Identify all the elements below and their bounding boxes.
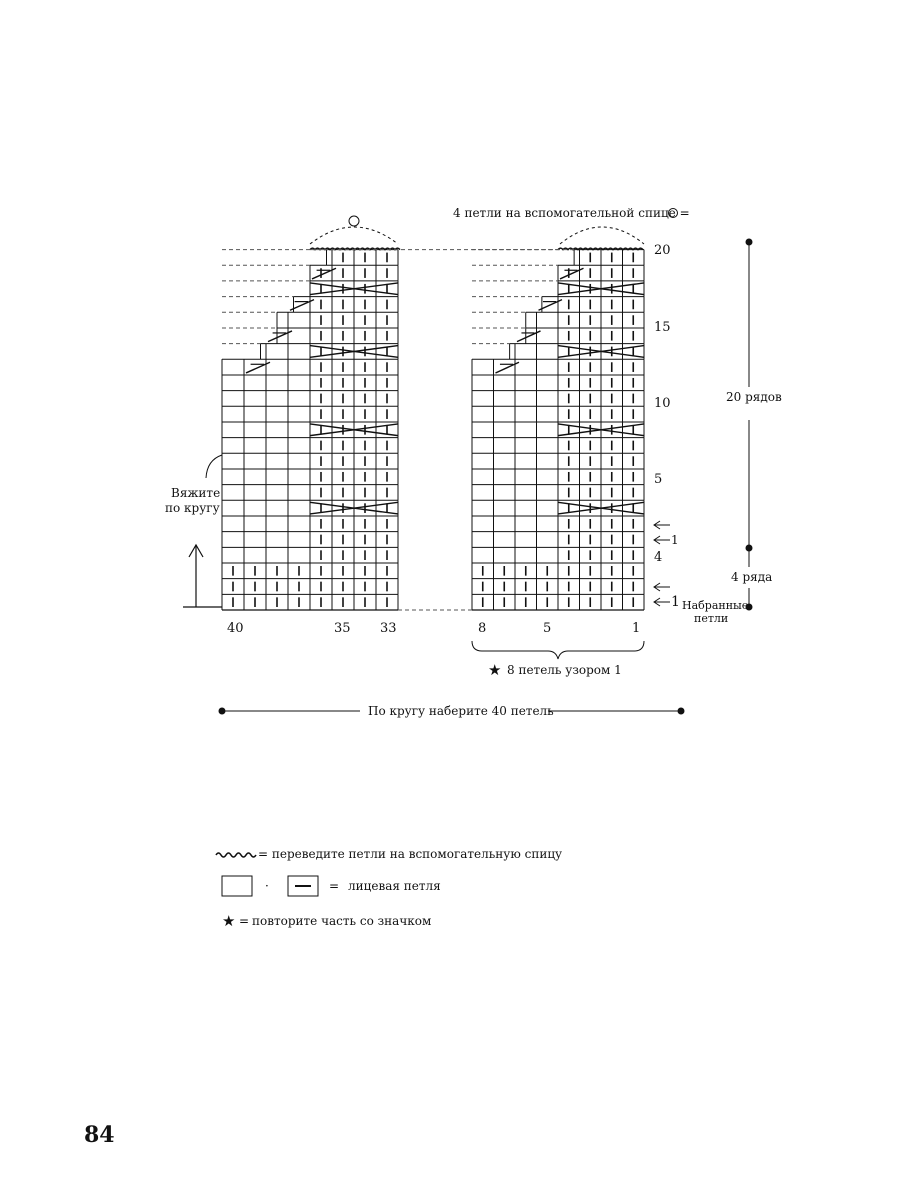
transfer-wave-icon: [216, 853, 256, 857]
up-arrow-icon: [183, 545, 222, 607]
knit-round-label-line2: по кругу: [165, 501, 220, 515]
rows-4-label: 4 ряда: [731, 570, 773, 584]
aux-needle-note: 4 петли на вспомогательной спице =: [453, 206, 690, 220]
cast-on-label-line2: петли: [694, 612, 729, 625]
legend-repeat-text: повторите часть со значком: [252, 914, 432, 928]
stitch-number-40: 40: [227, 621, 244, 636]
repeat-star-icon: ★: [488, 661, 502, 679]
legend-star-icon: ★: [222, 912, 236, 930]
row-count-brackets: [746, 239, 752, 610]
knit-round-label-line1: Вяжите: [171, 486, 221, 500]
legend-knit-equals: =: [329, 879, 340, 893]
cast-on-label-line1: Набранные: [682, 599, 749, 612]
legend-knit-separator: ·: [265, 879, 269, 893]
legend-knit-text: лицевая петля: [348, 879, 441, 893]
row-number-5: 5: [654, 472, 663, 487]
stitch-number-1: 1: [632, 621, 641, 636]
stitch-number-33: 33: [380, 621, 397, 636]
page-number: 84: [84, 1122, 115, 1148]
stitch-number-5: 5: [543, 621, 552, 636]
row-marker-1-upper: 1: [671, 533, 679, 547]
knit-empty-cell-icon: [222, 876, 252, 896]
knit-round-bracket: [206, 455, 222, 478]
row-number-4: 4: [654, 550, 663, 565]
aux-needle-arc-right: [560, 227, 644, 244]
row-number-20: 20: [654, 243, 671, 258]
cast-on-total-label: По кругу наберите 40 петель: [368, 704, 554, 718]
repeat-label: 8 петель узором 1: [507, 663, 622, 677]
row-number-10: 10: [654, 396, 671, 411]
stitch-number-35: 35: [334, 621, 351, 636]
legend-repeat-equals: =: [239, 914, 250, 928]
repeat-brace: [472, 641, 644, 659]
right-chart-grid: [472, 248, 644, 610]
row-number-15: 15: [654, 320, 671, 335]
aux-needle-arc-left: [310, 227, 398, 244]
row-marker-1-lower: 1: [671, 594, 680, 610]
stitch-number-8: 8: [478, 621, 487, 636]
aux-needle-circle-icon: [349, 216, 359, 226]
left-chart-grid: [222, 248, 400, 610]
legend-transfer-text: = переведите петли на вспомогательную спицу: [258, 847, 563, 861]
rows-20-label: 20 рядов: [726, 390, 782, 404]
